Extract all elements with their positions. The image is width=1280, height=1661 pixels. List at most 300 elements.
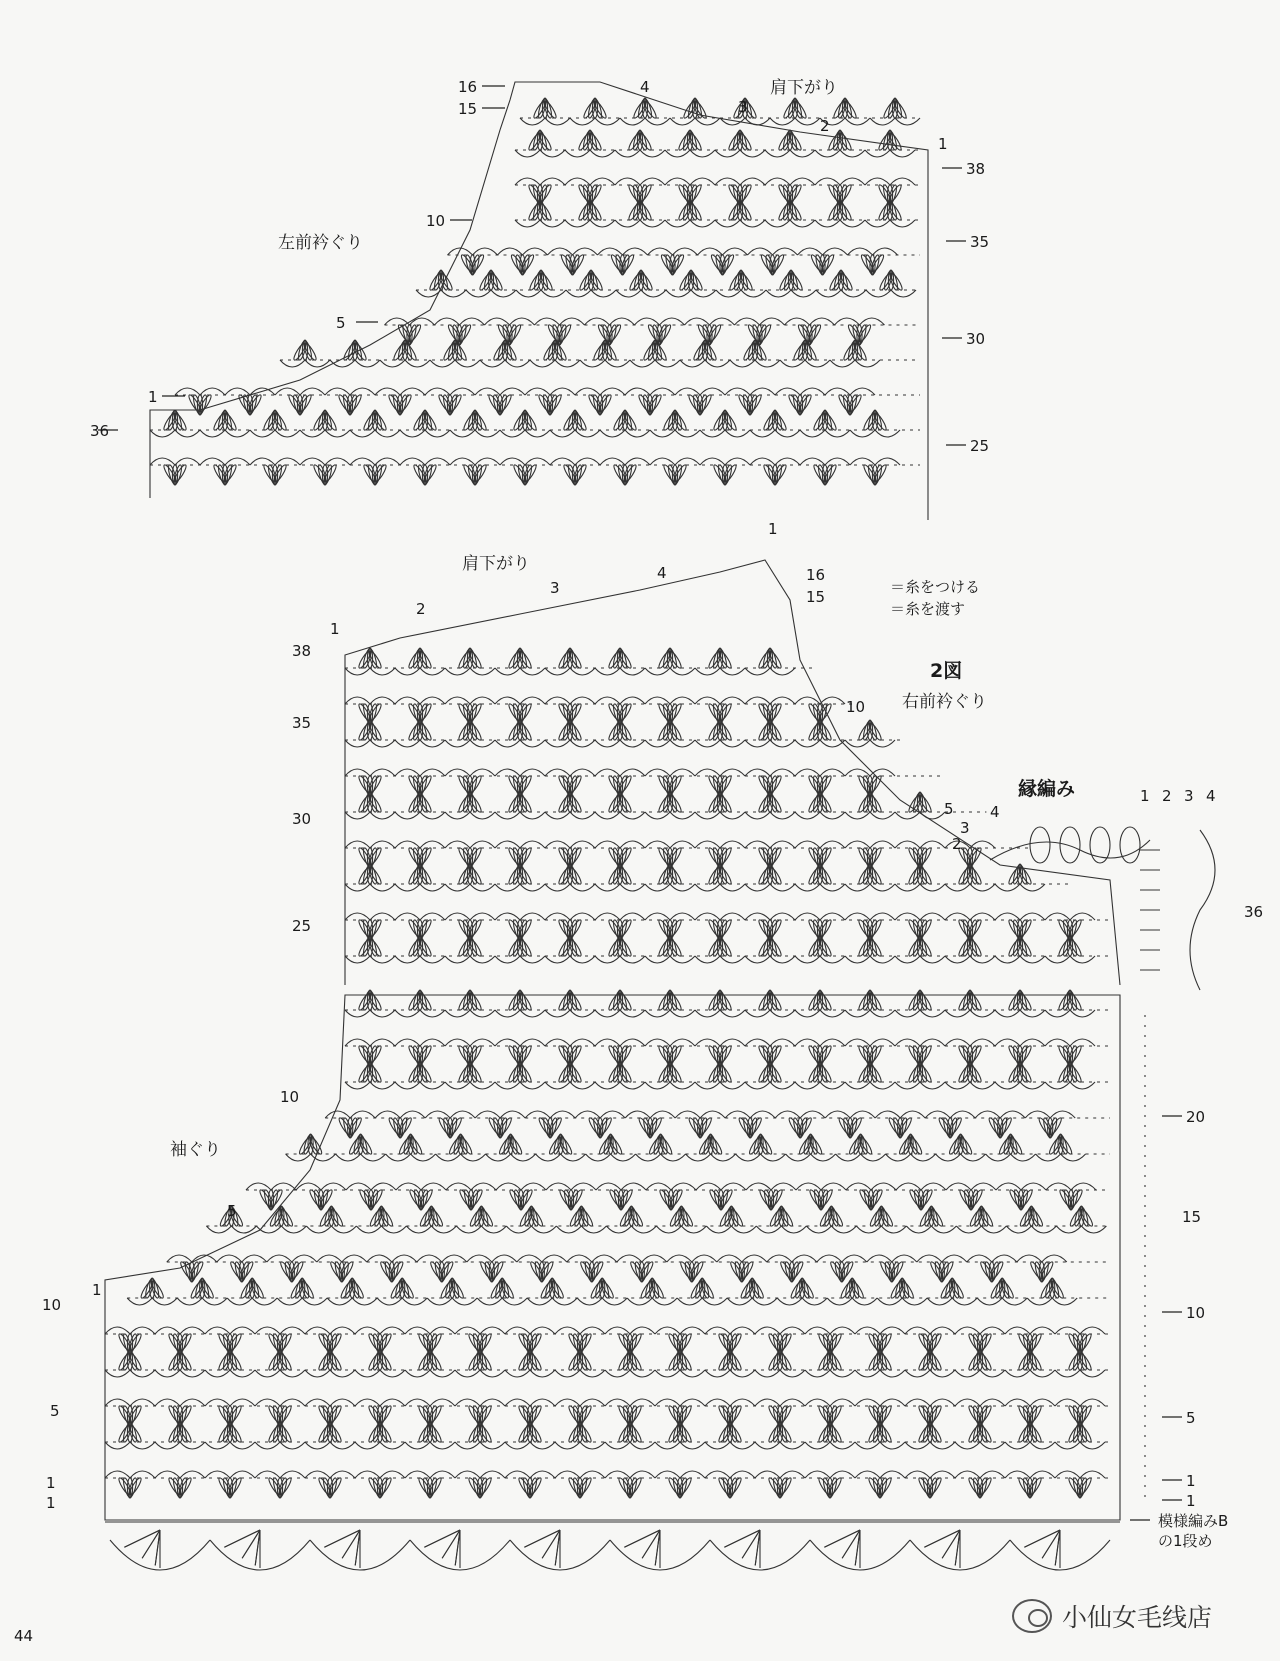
chain-arc	[725, 388, 750, 395]
chain-arc	[695, 956, 720, 963]
chain-arc	[325, 1111, 350, 1118]
neck-row-5: 5	[944, 800, 954, 818]
chain-arc	[970, 913, 995, 920]
chain-arc	[420, 913, 445, 920]
chain-arc	[321, 1183, 346, 1190]
chain-arc	[765, 178, 790, 185]
top-neck-label: 左前衿ぐり	[278, 233, 363, 253]
chain-arc	[1070, 1039, 1095, 1046]
chain-arc	[555, 1442, 580, 1449]
chain-arc	[1080, 1327, 1105, 1334]
chain-arc	[586, 1154, 611, 1161]
chain-arc	[690, 150, 715, 157]
chain-arc	[895, 913, 920, 920]
chain-arc	[275, 458, 300, 465]
chain-arc	[645, 812, 670, 819]
bottom-upper-outline	[345, 560, 1120, 985]
chain-arc	[670, 1010, 695, 1017]
chain-arc	[755, 1370, 780, 1377]
chain-arc	[666, 290, 691, 297]
chain-arc	[740, 178, 765, 185]
chain-arc	[565, 178, 590, 185]
chain-arc	[705, 1370, 730, 1377]
edge-col-3: 3	[1184, 787, 1194, 805]
chain-arc	[815, 220, 840, 227]
chain-arc	[515, 178, 540, 185]
top-row-30: 30	[966, 330, 986, 348]
chain-arc	[445, 697, 470, 704]
chain-arc	[202, 1298, 227, 1305]
chain-arc	[281, 1226, 306, 1233]
chain-arc	[640, 150, 665, 157]
top-row-36: 36	[90, 422, 110, 440]
chain-arc	[670, 1039, 695, 1046]
chain-arc	[620, 668, 645, 675]
edge-row-4: 4	[990, 803, 1000, 821]
chain-arc	[645, 769, 670, 776]
chain-arc	[345, 1039, 370, 1046]
chain-arc	[855, 1442, 880, 1449]
chain-arc	[1061, 1154, 1086, 1161]
chain-arc	[596, 1183, 621, 1190]
chain-arc	[531, 1226, 556, 1233]
chain-arc	[655, 1399, 680, 1406]
chain-arc	[795, 769, 820, 776]
chain-arc	[700, 388, 725, 395]
chain-arc	[756, 1226, 781, 1233]
chain-arc	[1080, 1370, 1105, 1377]
chain-arc	[536, 1154, 561, 1161]
watermark-text: 小仙女毛线店	[1062, 1603, 1213, 1632]
chain-arc	[605, 1399, 630, 1406]
chain-arc	[370, 884, 395, 891]
chain-arc	[686, 1154, 711, 1161]
chain-arc	[380, 1399, 405, 1406]
chain-arc	[720, 913, 745, 920]
chain-arc	[1045, 1010, 1070, 1017]
chain-arc	[630, 1471, 655, 1478]
edging-shell	[1090, 827, 1110, 863]
chain-arc	[870, 1039, 895, 1046]
chain-arc	[417, 1255, 442, 1262]
chain-arc	[660, 318, 685, 325]
chain-arc	[445, 1082, 470, 1089]
chain-arc	[745, 884, 770, 891]
chain-arc	[130, 1370, 155, 1377]
chain-arc	[825, 1111, 850, 1118]
chain-arc	[936, 1154, 961, 1161]
chain-arc	[720, 668, 745, 675]
chain-arc	[370, 1082, 395, 1089]
chain-arc	[580, 1327, 605, 1334]
chain-arc	[505, 1399, 530, 1406]
chain-arc	[405, 1471, 430, 1478]
chain-arc	[630, 360, 655, 367]
chain-arc	[595, 118, 620, 125]
chain-arc	[545, 697, 570, 704]
chain-arc	[650, 1111, 675, 1118]
chain-arc	[945, 1010, 970, 1017]
chain-arc	[780, 1442, 805, 1449]
chain-arc	[856, 1226, 881, 1233]
chain-arc	[645, 956, 670, 963]
right-row-1: 1	[1186, 1472, 1196, 1490]
chain-arc	[850, 430, 875, 437]
chain-arc	[930, 1370, 955, 1377]
chain-arc	[280, 360, 305, 367]
watermark	[1012, 1598, 1212, 1634]
chain-arc	[292, 1255, 317, 1262]
chain-arc	[715, 150, 740, 157]
chain-arc	[466, 290, 491, 297]
chain-arc	[690, 178, 715, 185]
chain-arc	[1070, 1010, 1095, 1017]
chain-arc	[555, 1327, 580, 1334]
top-shoulder-2: 2	[820, 117, 830, 135]
chain-arc	[475, 388, 500, 395]
chain-arc	[906, 1226, 931, 1233]
chain-arc	[670, 841, 695, 848]
chain-arc	[830, 1471, 855, 1478]
chain-arc	[570, 118, 595, 125]
top-row-25: 25	[970, 437, 990, 455]
chain-arc	[775, 388, 800, 395]
chain-arc	[256, 1226, 281, 1233]
chain-arc	[445, 812, 470, 819]
chain-arc	[350, 1111, 375, 1118]
chain-arc	[721, 1183, 746, 1190]
chain-arc	[620, 1082, 645, 1089]
chain-arc	[345, 913, 370, 920]
chain-arc	[892, 1255, 917, 1262]
chain-arc	[625, 388, 650, 395]
chain-arc	[680, 360, 705, 367]
chain-arc	[1011, 1154, 1036, 1161]
chain-arc	[530, 1442, 555, 1449]
chain-arc	[920, 884, 945, 891]
chain-arc	[395, 1010, 420, 1017]
chain-arc	[525, 1111, 550, 1118]
chain-arc	[200, 430, 225, 437]
chain-arc	[995, 1010, 1020, 1017]
chain-arc	[445, 769, 470, 776]
chain-arc	[1020, 1010, 1045, 1017]
chain-arc	[795, 884, 820, 891]
chain-arc	[455, 360, 480, 367]
chain-arc	[1080, 1399, 1105, 1406]
chain-arc	[702, 1298, 727, 1305]
chain-arc	[330, 1399, 355, 1406]
chain-arc	[835, 318, 860, 325]
chain-arc	[105, 1442, 130, 1449]
chain-arc	[865, 150, 890, 157]
bottom-shoulder-label: 肩下がり	[462, 554, 530, 574]
chain-arc	[695, 841, 720, 848]
chain-arc	[877, 1298, 902, 1305]
chain-arc	[802, 1298, 827, 1305]
chain-arc	[520, 841, 545, 848]
chain-arc	[371, 1183, 396, 1190]
chain-arc	[570, 913, 595, 920]
chain-arc	[500, 388, 525, 395]
chain-arc	[640, 220, 665, 227]
chain-arc	[565, 150, 590, 157]
chain-arc	[180, 1471, 205, 1478]
chain-arc	[271, 1183, 296, 1190]
chain-arc	[267, 1255, 292, 1262]
chain-arc	[370, 668, 395, 675]
chain-arc	[620, 884, 645, 891]
chain-arc	[995, 913, 1020, 920]
chain-arc	[491, 290, 516, 297]
chain-arc	[420, 668, 445, 675]
chain-arc	[375, 458, 400, 465]
edge-col-4: 4	[1206, 787, 1216, 805]
chain-arc	[731, 1226, 756, 1233]
chain-arc	[792, 1255, 817, 1262]
chain-arc	[750, 1111, 775, 1118]
scallop-spoke	[455, 1530, 460, 1565]
chain-arc	[661, 1154, 686, 1161]
chain-arc	[460, 318, 485, 325]
chain-arc	[780, 1471, 805, 1478]
chain-arc	[492, 1255, 517, 1262]
chain-arc	[745, 812, 770, 819]
chain-arc	[765, 220, 790, 227]
chain-arc	[545, 841, 570, 848]
chain-arc	[705, 1327, 730, 1334]
chain-arc	[516, 290, 541, 297]
bottom-row-1-mid: 1	[92, 1281, 102, 1299]
chain-arc	[730, 360, 755, 367]
chain-arc	[865, 220, 890, 227]
chain-arc	[725, 430, 750, 437]
chain-arc	[795, 1010, 820, 1017]
chain-arc	[780, 1370, 805, 1377]
chain-arc	[521, 1183, 546, 1190]
chain-arc	[946, 1183, 971, 1190]
chain-arc	[430, 1399, 455, 1406]
chain-arc	[741, 290, 766, 297]
scallop-spoke	[1055, 1530, 1060, 1565]
chain-arc	[450, 430, 475, 437]
chain-arc	[500, 458, 525, 465]
chain-arc	[665, 178, 690, 185]
chain-arc	[710, 318, 735, 325]
chain-arc	[995, 1082, 1020, 1089]
chain-arc	[1017, 1255, 1042, 1262]
chain-arc	[630, 1327, 655, 1334]
chain-arc	[370, 913, 395, 920]
chain-arc	[1005, 1471, 1030, 1478]
chain-arc	[1050, 1111, 1075, 1118]
chain-arc	[230, 1370, 255, 1377]
top-shoulder-label: 肩下がり	[770, 78, 838, 98]
chain-arc	[380, 360, 405, 367]
chain-arc	[695, 884, 720, 891]
chain-arc	[645, 118, 670, 125]
chain-arc	[945, 1082, 970, 1089]
chain-arc	[920, 913, 945, 920]
chain-arc	[845, 769, 870, 776]
chain-arc	[680, 1399, 705, 1406]
chain-arc	[930, 1327, 955, 1334]
chain-arc	[795, 841, 820, 848]
chain-arc	[695, 740, 720, 747]
chain-arc	[395, 697, 420, 704]
chain-arc	[770, 1082, 795, 1089]
chain-arc	[623, 248, 648, 255]
chain-arc	[615, 220, 640, 227]
chain-arc	[620, 697, 645, 704]
top-row-5: 5	[336, 314, 346, 332]
chain-arc	[420, 769, 445, 776]
chain-arc	[400, 388, 425, 395]
chain-arc	[540, 178, 565, 185]
chain-arc	[380, 1327, 405, 1334]
chain-arc	[640, 178, 665, 185]
chain-arc	[105, 1399, 130, 1406]
chain-arc	[225, 458, 250, 465]
chain-arc	[675, 1111, 700, 1118]
chain-arc	[911, 1154, 936, 1161]
chain-arc	[750, 458, 775, 465]
chain-arc	[1036, 1154, 1061, 1161]
chain-arc	[645, 884, 670, 891]
chain-arc	[427, 1298, 452, 1305]
chain-arc	[277, 1298, 302, 1305]
chain-arc	[425, 430, 450, 437]
chain-arc	[950, 1111, 975, 1118]
chain-arc	[155, 1399, 180, 1406]
chain-arc	[200, 388, 225, 395]
wechat-icon	[1012, 1599, 1052, 1633]
chain-arc	[520, 668, 545, 675]
chain-arc	[605, 1327, 630, 1334]
chain-arc	[580, 360, 605, 367]
scallop-spoke	[655, 1530, 660, 1565]
chain-arc	[445, 668, 470, 675]
chain-arc	[350, 388, 375, 395]
chain-arc	[942, 1255, 967, 1262]
chain-arc	[820, 956, 845, 963]
chain-arc	[255, 1471, 280, 1478]
chain-arc	[665, 150, 690, 157]
chain-arc	[980, 1399, 1005, 1406]
chain-arc	[720, 1082, 745, 1089]
chain-arc	[330, 360, 355, 367]
chain-arc	[600, 430, 625, 437]
chain-arc	[650, 388, 675, 395]
chain-arc	[615, 178, 640, 185]
chain-arc	[665, 220, 690, 227]
chain-arc	[620, 913, 645, 920]
chain-arc	[345, 841, 370, 848]
chain-arc	[865, 178, 890, 185]
chain-arc	[205, 1370, 230, 1377]
chain-arc	[450, 1111, 475, 1118]
chain-arc	[745, 913, 770, 920]
chain-arc	[1045, 956, 1070, 963]
chain-arc	[1042, 1255, 1067, 1262]
bottom-neck-label: 右前衿ぐり	[902, 692, 987, 712]
chain-arc	[895, 884, 920, 891]
chain-arc	[705, 1399, 730, 1406]
chain-arc	[775, 458, 800, 465]
chain-arc	[1055, 1399, 1080, 1406]
chain-arc	[790, 178, 815, 185]
chain-arc	[695, 668, 720, 675]
chain-arc	[296, 1183, 321, 1190]
chain-arc	[695, 812, 720, 819]
chain-arc	[380, 1370, 405, 1377]
chain-arc	[740, 150, 765, 157]
chain-arc	[450, 388, 475, 395]
chain-arc	[577, 1298, 602, 1305]
chain-arc	[773, 248, 798, 255]
chain-arc	[720, 841, 745, 848]
chain-arc	[670, 1082, 695, 1089]
chain-arc	[495, 1082, 520, 1089]
chain-arc	[345, 668, 370, 675]
chain-arc	[730, 1370, 755, 1377]
right-row-1-base: 1	[1186, 1492, 1196, 1510]
chain-arc	[815, 150, 840, 157]
chain-arc	[900, 1111, 925, 1118]
chain-arc	[520, 913, 545, 920]
chain-arc	[870, 841, 895, 848]
chain-arc	[867, 1255, 892, 1262]
chain-arc	[745, 740, 770, 747]
chain-arc	[830, 360, 855, 367]
chain-arc	[996, 1183, 1021, 1190]
chain-arc	[905, 1399, 930, 1406]
left-front-panel	[150, 78, 928, 520]
chain-arc	[550, 388, 575, 395]
chain-arc	[255, 1327, 280, 1334]
chain-arc	[840, 220, 865, 227]
chain-arc	[545, 740, 570, 747]
chain-arc	[590, 150, 615, 157]
chain-arc	[402, 1298, 427, 1305]
chain-arc	[436, 1154, 461, 1161]
chain-arc	[770, 884, 795, 891]
chain-arc	[1027, 1298, 1052, 1305]
chain-arc	[573, 248, 598, 255]
chain-arc	[816, 290, 841, 297]
chain-arc	[495, 841, 520, 848]
chain-arc	[981, 1226, 1006, 1233]
chain-arc	[350, 430, 375, 437]
chain-arc	[275, 430, 300, 437]
chain-arc	[745, 1039, 770, 1046]
chain-arc	[330, 1471, 355, 1478]
chain-arc	[695, 1010, 720, 1017]
chain-arc	[352, 1298, 377, 1305]
chain-arc	[823, 248, 848, 255]
chain-arc	[767, 1255, 792, 1262]
chain-arc	[575, 1111, 600, 1118]
chain-arc	[455, 1471, 480, 1478]
chain-arc	[700, 430, 725, 437]
chain-arc	[155, 1370, 180, 1377]
chain-arc	[455, 1399, 480, 1406]
chain-arc	[325, 388, 350, 395]
chain-arc	[545, 884, 570, 891]
chain-arc	[305, 360, 330, 367]
chain-arc	[720, 697, 745, 704]
chain-arc	[405, 360, 430, 367]
